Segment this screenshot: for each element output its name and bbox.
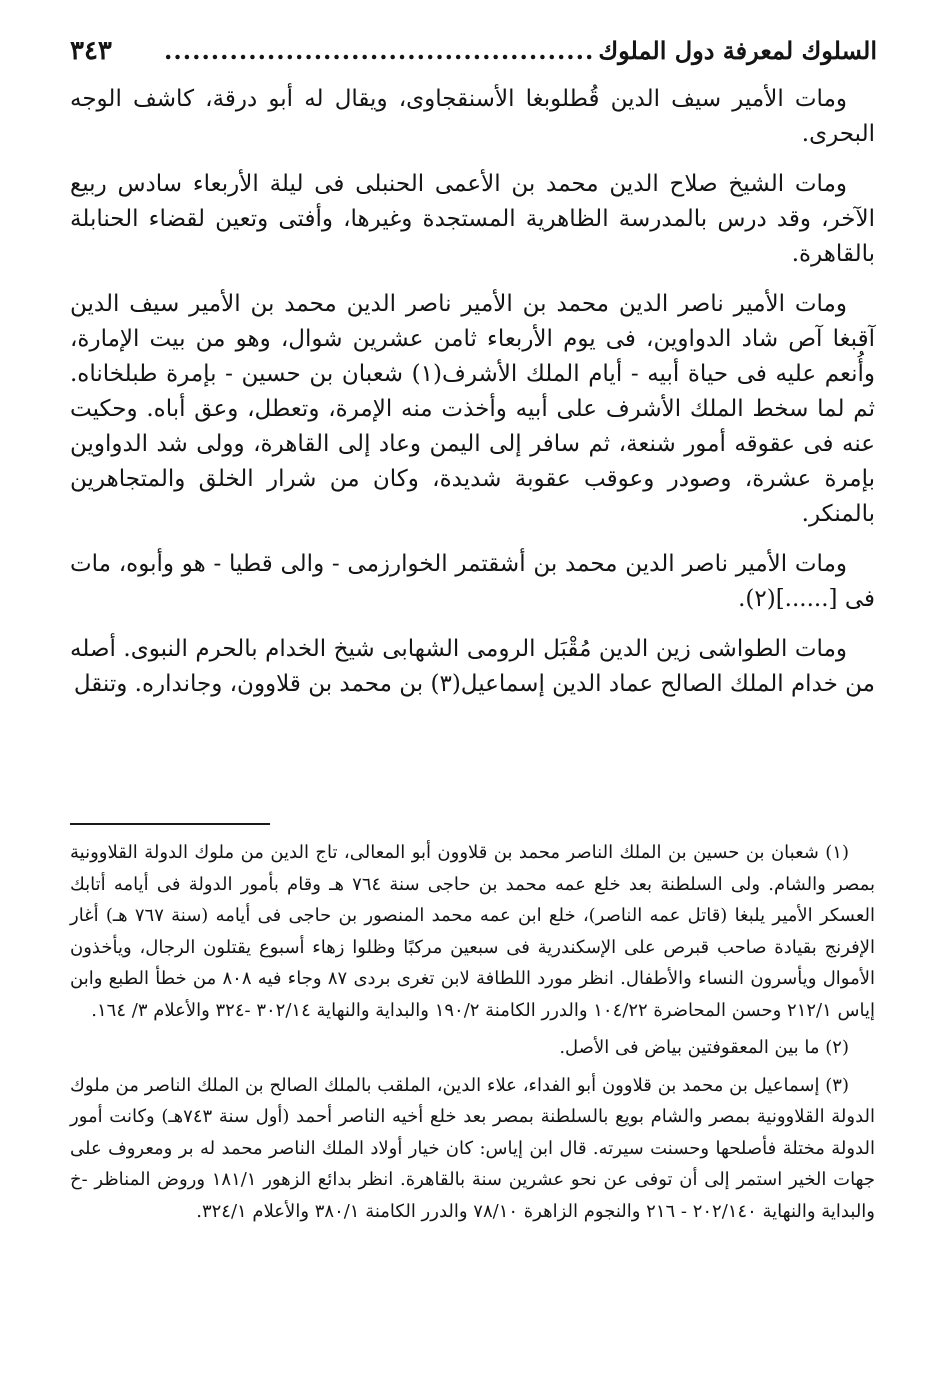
paragraph-qutlubugha: ومات الأمير سيف الدين قُطلوبغا الأسنقجاوى، ويقال له أبو درقة، كاشف الوجه البحرى. <box>70 86 875 147</box>
leader-dots: .............................................. <box>164 36 595 65</box>
paragraph-salah-al-din: ومات الشيخ صلاح الدين محمد بن الأعمى الحنبلى فى ليلة الأربعاء سادس ربيع الآخر، وقد درس بالمدرسة الظاهرية المستجدة وغيرها، وأفتى وتعين لقضاء الحنابلة بالقاهرة. <box>70 171 875 267</box>
running-title: السلوك لمعرفة دول الملوك <box>598 36 877 65</box>
paragraph-nasir-al-din-ashqtamur: ومات الأمير ناصر الدين محمد بن أشقتمر الخوارزمى - والى قطيا - هو وأبوه، مات فى [......](٢). <box>70 551 875 612</box>
main-text <box>70 82 875 717</box>
paragraph-muqbil: ومات الطواشى زين الدين مُقْبَل الرومى الشهابى شيخ الخدام بالحرم النبوى. أصله من خدام الملك الصالح عماد الدين إسماعيل(٣) بن محمد بن قلاوون، وجانداره. وتنقل <box>70 636 875 697</box>
footnote-1: (١) شعبان بن حسين بن الملك الناصر محمد بن قلاوون أبو المعالى، تاج الدين من ملوك الدولة القلاوونية بمصر والشام. ولى السلطنة بعد خلع عمه محمد بن حاجى سنة ٧٦٤ هـ وقام بأمور الدولة فى أيامه أتابك العسكر الأمير يلبغا (قاتل عمه الناصر)، خلع ابن عمه محمد المنصور بن حاجى فى أيامه (سنة ٧٦٧ هـ) أغار الإفرنج بقيادة صاحب قبرص على الإسكندرية فى سبعين مركبًا وظلوا زهاء أسبوع يقتلون الرجال، ويأخذون الأموال ويأسرون النساء والأطفال. انظر مورد اللطافة لابن تغرى بردى ٨٧ وجاء فيه ٨٠٨ من خطأ الطبع وابن إياس ٢١٢/١ وحسن المحاضرة ١٠٤/٢٢ والدرر الكامنة ١٩٠/٢ والبداية والنهاية ٣٠٢/١٤ -٣٢٤ والأعلام ٣/ ١٦٤. <box>70 842 875 1021</box>
paragraph-nasir-al-din-aqbugha: ومات الأمير ناصر الدين محمد بن الأمير ناصر الدين محمد بن الأمير سيف الدين آقبغا آص شاد الدواوين، فى يوم الأربعاء ثامن عشرين شوال، وهو من بيت الإمارة، وأُنعم عليه فى حياة أبيه - أيام الملك الأشرف(١) شعبان بن حسين - بإمرة طبلخاناه. ثم لما سخط الملك الأشرف على أبيه وأخذت منه الإمرة، وتعطل، وعق أباه. وحكيت عنه فى عقوقه أمور شنعة، ثم سافر إلى اليمن وعاد إلى القاهرة، وولى شد الدواوين بإمرة عشرة، وصودر وعوقب عقوبة شديدة، وكان من شرار الخلق والمتجاهرين بالمنكر. <box>70 291 875 527</box>
running-header <box>70 36 877 76</box>
footnote-3: (٣) إسماعيل بن محمد بن قلاوون أبو الفداء، علاء الدين، الملقب بالملك الصالح بن الملك الناصر من ملوك الدولة القلاوونية بمصر والشام بويع بالسلطنة بمصر بعد خلع أخيه الناصر أحمد (أول سنة ٧٤٣هـ) وكانت أمور الدولة مختلة فأصلحها وحسنت سيرته. قال ابن إياس: كان خيار أولاد الملك الناصر محمد له بر ومعروف على جهات الخير استمر إلى أن توفى عن نحو عشرين سنة بالقاهرة. انظر بدائع الزهور ١٨١/١ وروض المناظر -خ والبداية والنهاية ٢٠٢/١٤٠ - ٢١٦ والنجوم الزاهرة ٧٨/١٠ والدرر الكامنة ٣٨٠/١ والأعلام ٣٢٤/١. <box>70 1074 875 1222</box>
footnotes <box>70 837 875 1233</box>
footnote-divider <box>70 823 270 825</box>
footnote-2: (٢) ما بين المعقوفتين بياض فى الأصل. <box>559 1037 849 1058</box>
page-number: ٣٤٣ <box>70 36 112 66</box>
